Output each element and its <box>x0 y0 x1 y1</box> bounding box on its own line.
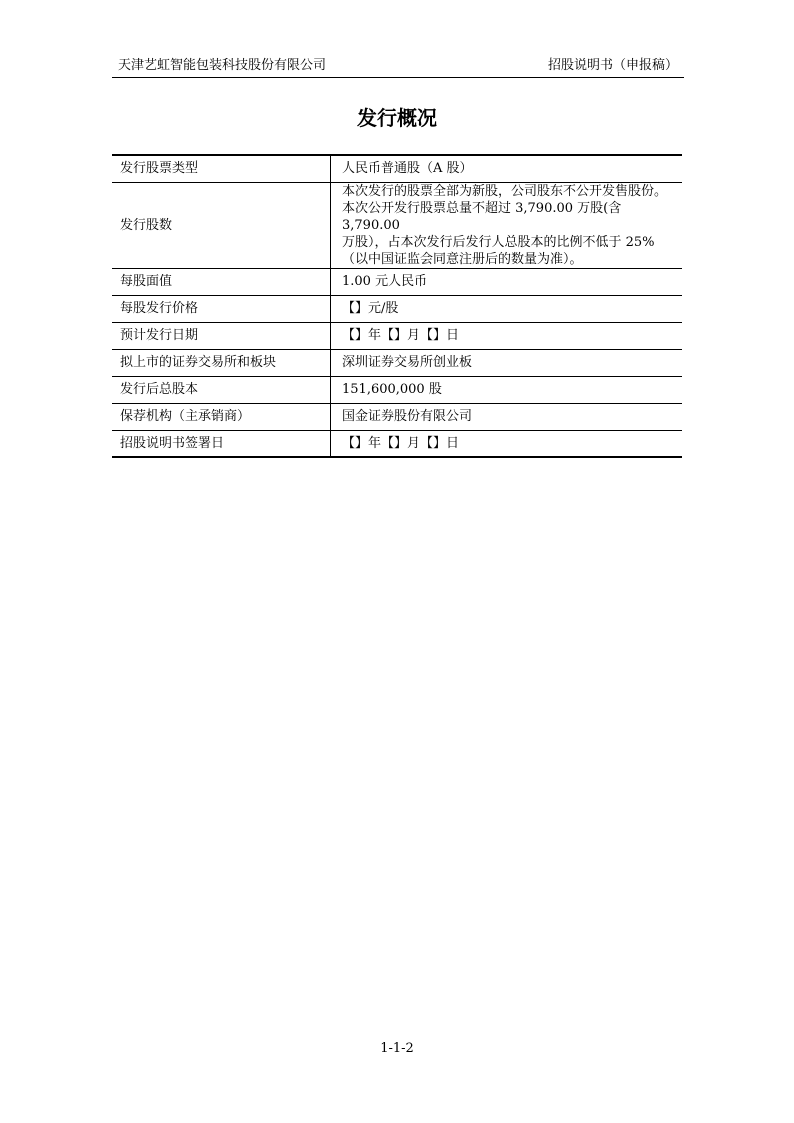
row-value: 人民币普通股（A 股） <box>331 155 683 182</box>
row-value: 【】元/股 <box>331 295 683 322</box>
value-line: 本次发行的股票全部为新股，公司股东不公开发售股份。 <box>342 183 668 199</box>
table-row <box>112 403 682 430</box>
row-label: 招股说明书签署日 <box>112 430 331 457</box>
row-value: 151,600,000 股 <box>331 376 683 403</box>
table-row <box>112 295 682 322</box>
row-label: 拟上市的证券交易所和板块 <box>112 349 331 376</box>
company-name: 天津艺虹智能包装科技股份有限公司 <box>118 58 327 73</box>
table-row <box>112 155 682 182</box>
page-header <box>112 56 684 76</box>
row-label: 发行股数 <box>112 182 331 268</box>
value-line: 万股），占本次发行后发行人总股本的比例不低于 25% <box>342 234 655 250</box>
row-label: 发行股票类型 <box>112 155 331 182</box>
page-title: 发行概况 <box>357 106 437 130</box>
table-row <box>112 376 682 403</box>
row-value: 【】年【】月【】日 <box>331 322 683 349</box>
table-row <box>112 182 682 268</box>
table-row <box>112 322 682 349</box>
row-label: 发行后总股本 <box>112 376 331 403</box>
row-label: 预计发行日期 <box>112 322 331 349</box>
table-row <box>112 430 682 457</box>
value-line: 本次公开发行股票总量不超过 3,790.00 万股(含 3,790.00 <box>342 200 622 233</box>
row-value: 1.00 元人民币 <box>331 268 683 295</box>
row-value <box>331 182 683 268</box>
row-value: 深圳证券交易所创业板 <box>331 349 683 376</box>
header-divider <box>112 77 684 78</box>
table-row <box>112 268 682 295</box>
offering-overview-table <box>112 154 682 458</box>
row-label: 保荐机构（主承销商） <box>112 403 331 430</box>
row-label: 每股发行价格 <box>112 295 331 322</box>
row-label: 每股面值 <box>112 268 331 295</box>
value-line: （以中国证监会同意注册后的数量为准）。 <box>342 251 583 267</box>
document-type: 招股说明书（申报稿） <box>547 58 678 73</box>
row-value: 【】年【】月【】日 <box>331 430 683 457</box>
row-value: 国金证券股份有限公司 <box>331 403 683 430</box>
table-row <box>112 349 682 376</box>
page-number: 1-1-2 <box>380 1041 414 1056</box>
